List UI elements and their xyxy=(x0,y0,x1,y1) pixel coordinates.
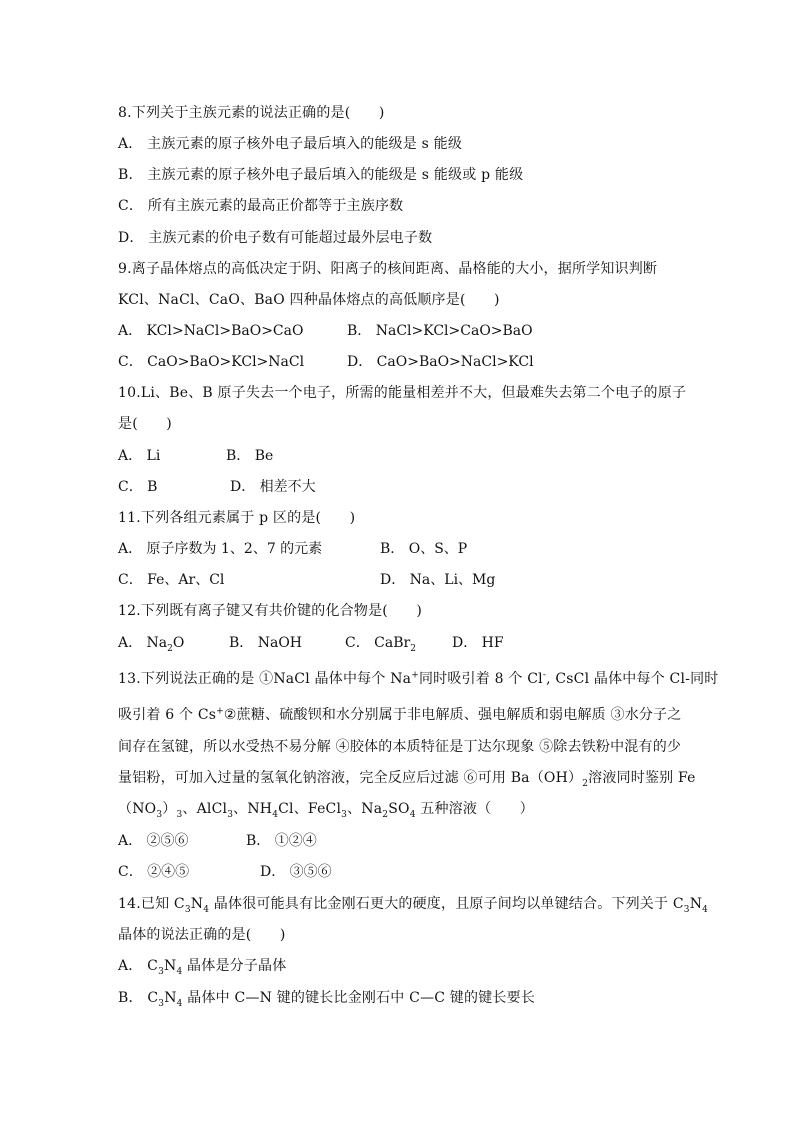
q9-option-b: B． NaCl>KCl>CaO>BaO xyxy=(347,323,533,339)
q13-stem-line4: 量铝粉，可加入过量的氢氧化钠溶液，完全反应后过滤 ⑥可用 $Ba(OH)_2$溶液同时鉴别 Fe xyxy=(118,770,696,789)
q8-option-c: C． 所有主族元素的最高正价都等于主族序数 xyxy=(118,198,404,214)
q10-option-c: C． B xyxy=(118,479,158,495)
q9-stem-line2: KCl、NaCl、CaO、BaO 四种晶体熔点的高低顺序是( ) xyxy=(118,292,500,308)
q10-stem-line2: 是( ) xyxy=(118,416,172,432)
q12-stem: 12.下列既有离子键又有共价键的化合物是( ) xyxy=(118,603,422,619)
q8-option-a: A． 主族元素的原子核外电子最后填入的能级是 s 能级 xyxy=(118,136,463,152)
q10-option-d: D． 相差不大 xyxy=(230,479,316,495)
q13-option-d: D． ③⑤⑥ xyxy=(260,864,332,880)
q11-option-d: D． Na、Li、Mg xyxy=(380,572,496,588)
q13-option-c: C． ②④⑤ xyxy=(118,864,190,880)
q13-option-b: B． ①②④ xyxy=(246,833,317,849)
q9-option-c: C． CaO>BaO>KCl>NaCl xyxy=(118,354,305,370)
q9-stem-line1: 9.离子晶体熔点的高低决定于阴、阳离子的核间距离、晶格能的大小，据所学知识判断 xyxy=(118,261,658,277)
q9-option-d: D． CaO>BaO>NaCl>KCl xyxy=(347,354,534,370)
q8-option-d: D． 主族元素的价电子数有可能超过最外层电子数 xyxy=(118,230,433,246)
q12-option-b: B． NaOH xyxy=(229,635,303,651)
q8-option-b: B． 主族元素的原子核外电子最后填入的能级是 s 能级或 p 能级 xyxy=(118,167,524,183)
q11-option-a: A． 原子序数为 1、2、7 的元素 xyxy=(118,541,323,557)
q10-option-a: A． Li xyxy=(118,448,161,464)
q11-option-c: C． Fe、Ar、Cl xyxy=(118,572,225,588)
q13-stem-line5: $(NO_3)_3$、AlCl$_3$、$NH_4Cl$、FeCl$_3$、$Na_2SO_4$ 五种溶液（ ） xyxy=(118,801,534,820)
q13-stem-line3: 间存在氢键，所以水受热不易分解 ④胶体的本质特征是丁达尔现象 ⑤除去铁粉中混有的少 xyxy=(118,739,682,755)
q14-stem-line1: 14.已知 $C_3N_4$ 晶体很可能具有比金刚石更大的硬度，且原子间均以单键结合。下列关于 $C_3N_4$ xyxy=(118,896,709,915)
q11-stem: 11.下列各组元素属于 p 区的是( ) xyxy=(118,510,356,526)
q10-option-b: B． Be xyxy=(226,448,274,464)
q12-option-d: D． HF xyxy=(452,635,504,651)
q12-option-c: C． CaBr$_2$ xyxy=(345,635,416,654)
q8-stem: 8.下列关于主族元素的说法正确的是( ) xyxy=(118,105,385,121)
q10-stem-line1: 10.Li、Be、B 原子失去一个电子，所需的能量相差并不大，但最难失去第二个电子的原子 xyxy=(118,385,687,401)
q11-option-b: B． O、S、P xyxy=(380,541,468,557)
q12-option-a: A． $Na_2O$ xyxy=(118,635,185,654)
q13-stem-line2: 吸引着 6 个 Cs+②蔗糖、硫酸钡和水分别属于非电解质、强电解质和弱电解质 ③水分子之 xyxy=(118,706,682,723)
q13-stem-line1: 13.下列说法正确的是 ①NaCl 晶体中每个 Na+同时吸引着 8 个 Cl-, CsCl 晶体中每个 Cl-同时 xyxy=(118,670,719,687)
q14-option-a: A． $C_3N_4$ 晶体是分子晶体 xyxy=(118,958,287,977)
q13-option-a: A． ②⑤⑥ xyxy=(118,833,189,849)
q9-option-a: A． KCl>NaCl>BaO>CaO xyxy=(118,323,304,339)
q14-option-b: B． $C_3N_4$ 晶体中 C—N 键的键长比金刚石中 C—C 键的键长要长 xyxy=(118,990,536,1009)
q14-stem-line2: 晶体的说法正确的是( ) xyxy=(118,927,286,943)
